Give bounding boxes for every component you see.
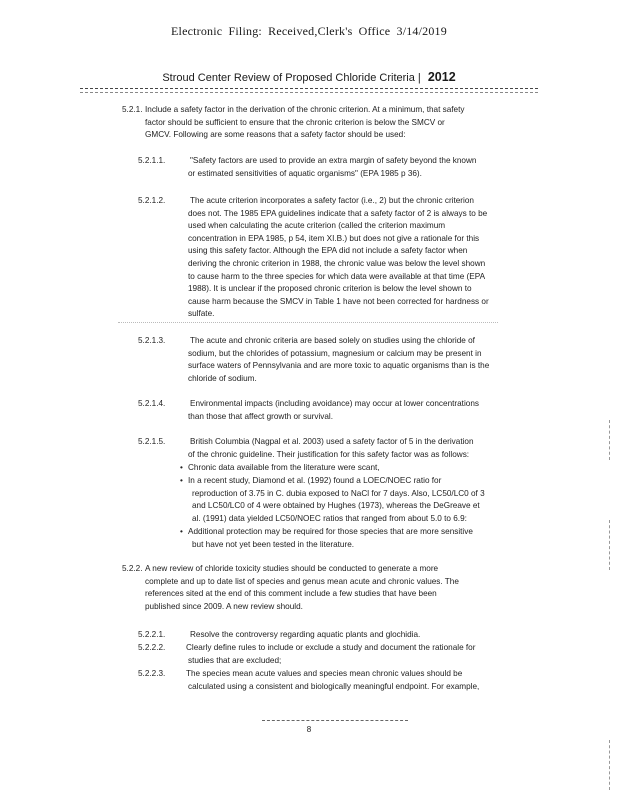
text-line: GMCV. Following are some reasons that a safety factor should be used: — [145, 130, 406, 140]
text-line: or estimated sensitivities of aquatic organisms" (EPA 1985 p 36). — [188, 168, 422, 178]
text-line: Resolve the controversy regarding aquatic plants and glochidia. — [190, 630, 421, 639]
text-line: Environmental impacts (including avoidance) may occur at lower concentrations — [190, 399, 479, 408]
scan-edge-mark — [609, 420, 610, 460]
item-text — [190, 436, 474, 461]
text-line: chloride of sodium. — [188, 373, 257, 383]
text-line: deriving the chronic criterion in 1988, the chronic value was below the level shown — [188, 258, 486, 268]
text-line: studies that are excluded; — [188, 655, 282, 665]
header-year: 2012 — [427, 70, 456, 84]
filing-stamp: Electronic Filing: Received,Clerk's Office 3/14/2019 — [171, 24, 447, 38]
text-line: of the chronic guideline. Their justification for this safety factor was as follows: — [188, 449, 470, 459]
item-text — [186, 668, 479, 693]
text-line: to cause harm to the three species for which data were available at that time (EPA — [188, 271, 486, 281]
text-line: al. (1991) data yielded LC50/NOEC ratios that ranged from about 5.0 to 6.9: — [192, 513, 467, 523]
text-line: published since 2009. A new review should. — [145, 601, 303, 611]
text-line: than those that affect growth or survival. — [188, 411, 334, 421]
text-line: sulfate. — [188, 309, 215, 319]
bullet-text — [188, 526, 473, 551]
item-number: 5.2.2.2. — [138, 643, 166, 652]
item-number: 5.2.2.1. — [138, 630, 166, 639]
text-line: concentration in EPA 1985, p 54, item XI.B.) but does not give a rationale for this — [188, 233, 480, 243]
bullet-glyph: • — [180, 476, 183, 485]
item-number: 5.2.1.3. — [138, 336, 166, 345]
text-line: Chronic data available from the literature were scant, — [188, 463, 380, 472]
text-line: cause harm because the SMCV in Table 1 have not been corrected for hardness or — [188, 296, 489, 306]
text-line: surface waters of Pennsylvania and are more toxic to aquatic organisms than is the — [188, 361, 490, 371]
page-number: 8 — [306, 725, 312, 734]
scan-edge-mark — [609, 520, 610, 570]
header-title: Stroud Center Review of Proposed Chloride Criteria — [162, 72, 415, 84]
item-text — [190, 155, 476, 180]
item-text — [186, 642, 475, 667]
text-line: Clearly define rules to include or exclude a study and document the rationale for — [186, 643, 476, 652]
item-text — [190, 629, 420, 642]
item-number: 5.2.2.3. — [138, 669, 166, 678]
text-line: A new review of chloride toxicity studies should be conducted to generate a more — [145, 564, 439, 573]
item-text — [190, 398, 479, 423]
text-line: using this safety factor. Although the EPA did not include a safety factor when — [188, 246, 468, 256]
text-line: Additional protection may be required for those species that are more sensitive — [188, 527, 473, 536]
text-line: and LC50/LC0 of 4 were obtained by Hughes (1973), whereas the DeGreave et — [192, 501, 480, 511]
text-line: The species mean acute values and species mean chronic values should be — [186, 669, 463, 678]
text-line: factor should be sufficient to ensure that the chronic criterion is below the SMCV or — [145, 117, 445, 127]
text-line: 1988). It is unclear if the proposed chronic criterion is below the level shown to — [188, 284, 472, 294]
text-line: British Columbia (Nagpal et al. 2003) used a safety factor of 5 in the derivation — [190, 437, 474, 446]
page-header — [0, 70, 618, 84]
item-number: 5.2.1.1. — [138, 156, 166, 165]
text-line: does not. The 1985 EPA guidelines indicate that a safety factor of 2 is always to be — [188, 208, 488, 218]
text-line: reproduction of 3.75 in C. dubia exposed to NaCl for 7 days. Also, LC50/LC0 of 3 — [192, 488, 485, 498]
text-line: The acute and chronic criteria are based solely on studies using the chloride of — [190, 336, 475, 345]
scan-artifact — [118, 322, 498, 323]
header-rule-secondary — [80, 92, 538, 93]
text-line: "Safety factors are used to provide an extra margin of safety beyond the known — [190, 156, 477, 165]
text-line: calculated using a consistent and biologically meaningful endpoint. For example, — [188, 681, 480, 691]
bullet-text — [188, 475, 485, 525]
header-rule — [80, 88, 538, 89]
text-line: In a recent study, Diamond et al. (1992) found a LOEC/NOEC ratio for — [188, 476, 442, 485]
footer-rule — [262, 720, 408, 721]
text-line: Include a safety factor in the derivation of the chronic criterion. At a minimum, that safety — [145, 105, 465, 114]
bullet-glyph: • — [180, 463, 183, 472]
text-line: The acute criterion incorporates a safety factor (i.e., 2) but the chronic criterion — [190, 196, 474, 205]
text-line: used when calculating the acute criterion (called the criterion maximum — [188, 221, 446, 231]
item-number: 5.2.1.2. — [138, 196, 166, 205]
text-line: references sited at the end of this comment include a few studies that have been — [145, 589, 437, 599]
item-text — [190, 335, 489, 385]
item-number: 5.2.1.5. — [138, 437, 166, 446]
text-line: complete and up to date list of species and genus mean acute and chronic values. The — [145, 576, 459, 586]
text-line: sodium, but the chlorides of potassium, magnesium or calcium may be present in — [188, 348, 482, 358]
item-number: 5.2.1.4. — [138, 399, 166, 408]
section-number: 5.2.1. — [122, 105, 143, 114]
section-text — [145, 563, 459, 613]
scan-edge-mark — [609, 740, 610, 790]
section-text — [145, 104, 464, 142]
text-line: but have not yet been tested in the literature. — [192, 539, 355, 549]
section-number: 5.2.2. — [122, 564, 143, 573]
bullet-glyph: • — [180, 527, 183, 536]
header-separator: | — [417, 72, 421, 84]
item-text — [190, 195, 489, 321]
